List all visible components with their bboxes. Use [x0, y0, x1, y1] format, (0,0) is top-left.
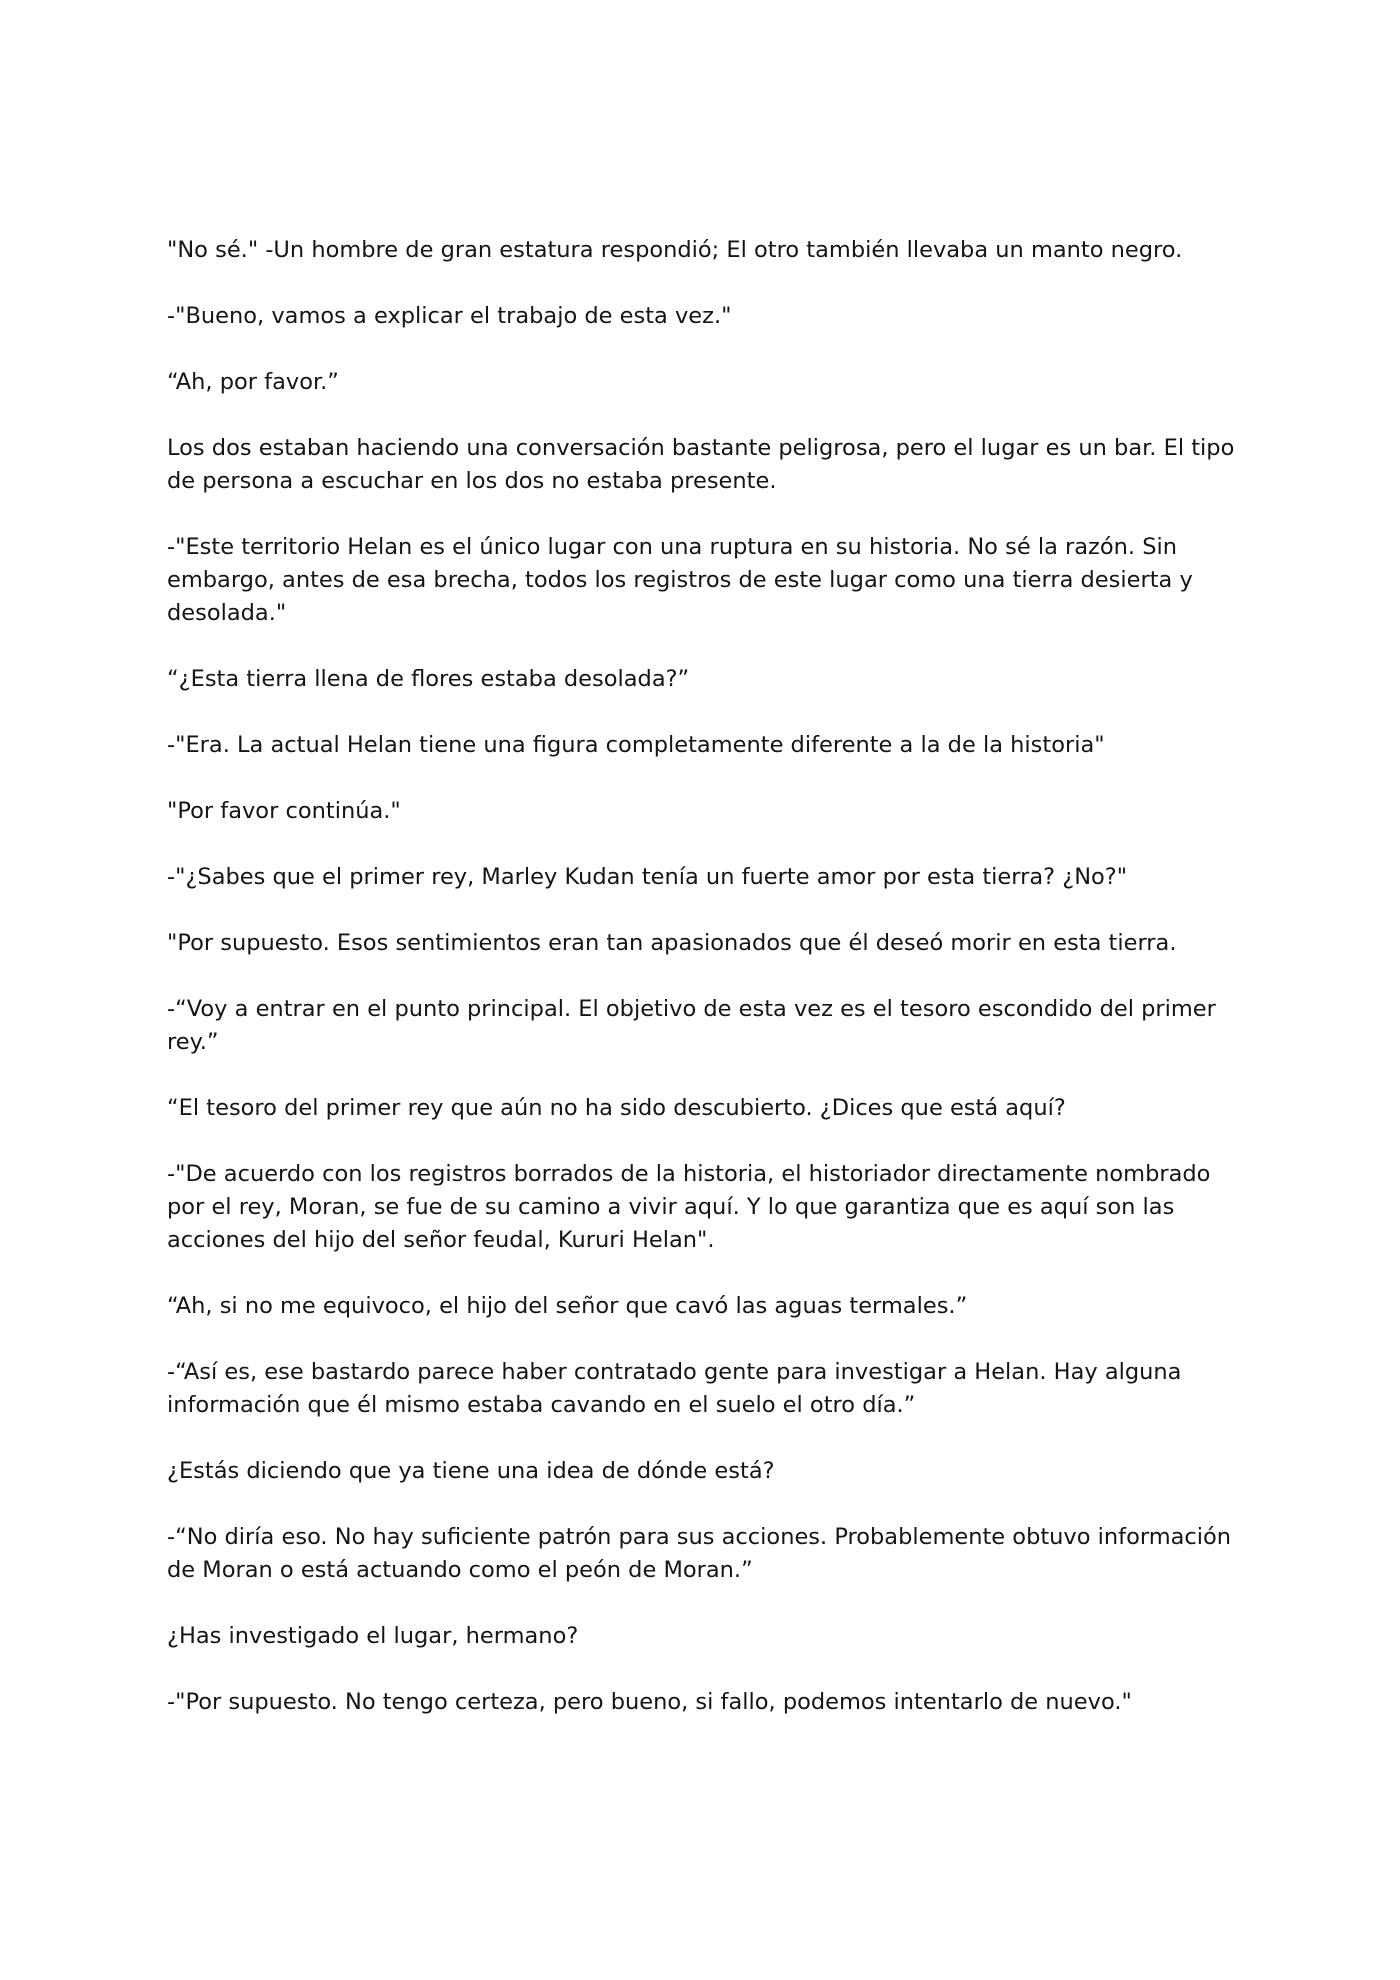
paragraph: -“No diría eso. No hay suficiente patrón para sus acciones. Probablemente obtuvo información de Moran o está actuando como el peón de Moran.” — [167, 1524, 1232, 1583]
paragraph: “El tesoro del primer rey que aún no ha sido descubierto. ¿Dices que está aquí? — [167, 1095, 1066, 1121]
paragraph: Los dos estaban haciendo una conversación bastante peligrosa, pero el lugar es un bar. El tipo de persona a escuchar en los dos no estaba presente. — [167, 435, 1235, 494]
paragraph: “¿Esta tierra llena de flores estaba desolada?” — [167, 666, 690, 692]
paragraph: -"Este territorio Helan es el único lugar con una ruptura en su historia. No sé la razón. Sin embargo, antes de esa brecha, todos los registros de este lugar como una tierra desierta y desolada." — [167, 534, 1193, 626]
paragraph: "Por favor continúa." — [167, 798, 401, 824]
document-body — [167, 234, 1247, 1752]
paragraph: -“Voy a entrar en el punto principal. El objetivo de esta vez es el tesoro escondido del primer rey.” — [167, 996, 1216, 1055]
paragraph: -“Así es, ese bastardo parece haber contratado gente para investigar a Helan. Hay alguna información que él mismo estaba cavando en el suelo el otro día.” — [167, 1359, 1182, 1418]
paragraph: “Ah, si no me equivoco, el hijo del señor que cavó las aguas termales.” — [167, 1293, 968, 1319]
paragraph: "No sé." -Un hombre de gran estatura respondió; El otro también llevaba un manto negro. — [167, 237, 1183, 263]
paragraph: ¿Has investigado el lugar, hermano? — [167, 1623, 579, 1649]
paragraph: “Ah, por favor.” — [167, 369, 339, 395]
paragraph: "Por supuesto. Esos sentimientos eran tan apasionados que él deseó morir en esta tierra. — [167, 930, 1177, 956]
paragraph: -"¿Sabes que el primer rey, Marley Kudan tenía un fuerte amor por esta tierra? ¿No?" — [167, 864, 1128, 890]
paragraph: -"De acuerdo con los registros borrados de la historia, el historiador directamente nombrado por el rey, Moran, se fue de su camino a vivir aquí. Y lo que garantiza que es aquí son las acciones del hijo del señor feudal, Kururi Helan". — [167, 1161, 1211, 1253]
paragraph: -"Bueno, vamos a explicar el trabajo de esta vez." — [167, 303, 732, 329]
paragraph: -"Era. La actual Helan tiene una figura completamente diferente a la de la historia" — [167, 732, 1105, 758]
paragraph: ¿Estás diciendo que ya tiene una idea de dónde está? — [167, 1458, 775, 1484]
paragraph: -"Por supuesto. No tengo certeza, pero bueno, si fallo, podemos intentarlo de nuevo." — [167, 1689, 1132, 1715]
